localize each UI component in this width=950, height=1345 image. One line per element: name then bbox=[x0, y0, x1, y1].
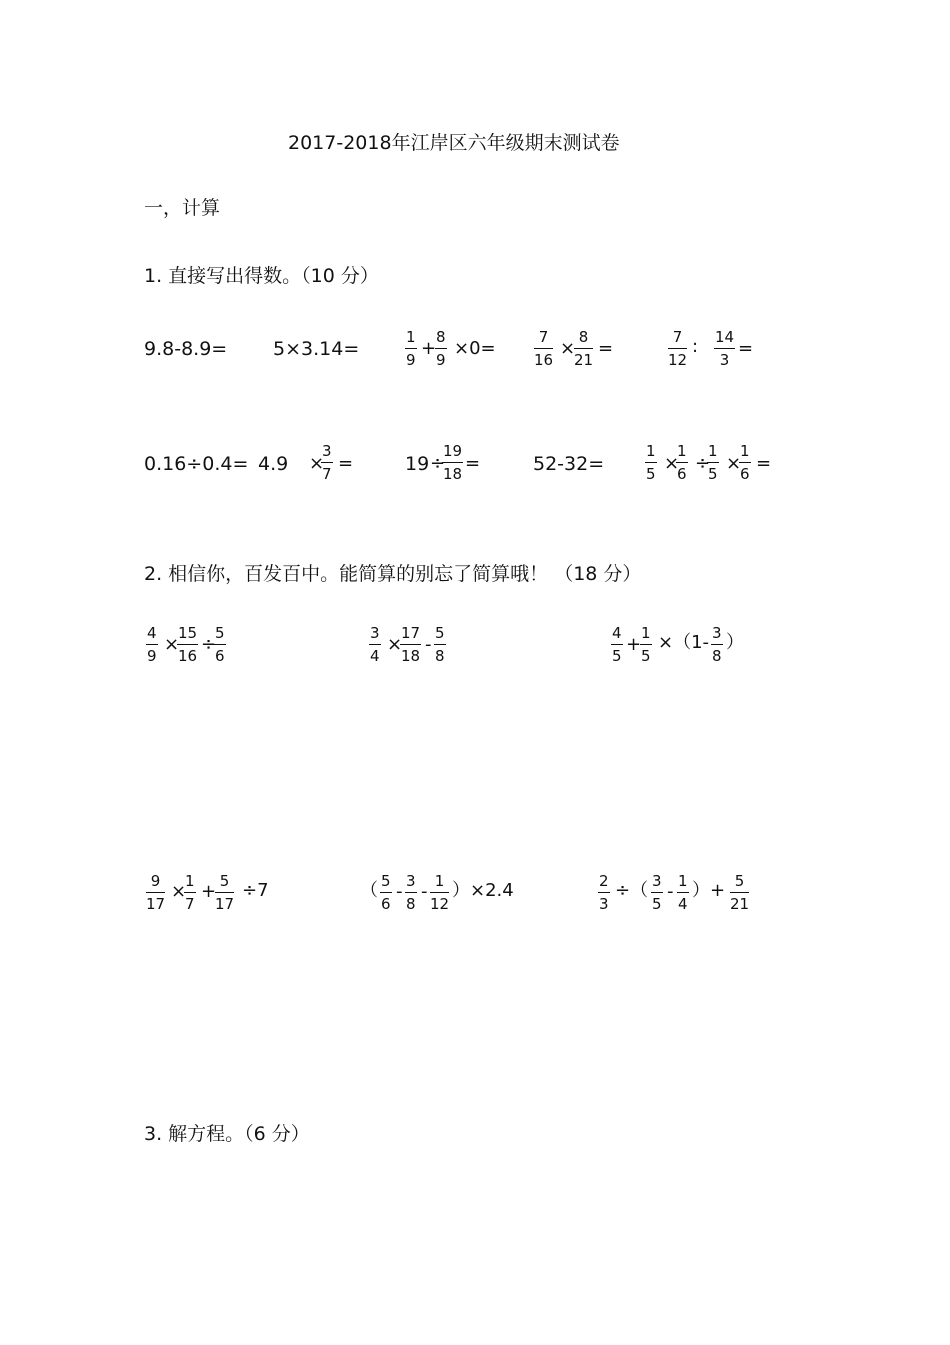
expr-tail: ）×2.4 bbox=[452, 880, 514, 901]
number: 19 bbox=[405, 453, 430, 475]
fraction: $\frac{1}{7}$ bbox=[185, 872, 195, 913]
fraction: $\frac{1}{5}$ bbox=[641, 624, 651, 665]
q1-expr-6: 0.16÷0.4= bbox=[144, 453, 249, 475]
q1-expr-2: 5×3.14= bbox=[273, 338, 360, 360]
operator: - bbox=[667, 881, 674, 902]
expr-tail: ×0= bbox=[454, 338, 496, 359]
expr-tail: = bbox=[738, 338, 754, 359]
fraction: $\frac{4}{9}$ bbox=[147, 624, 157, 665]
fraction: $\frac{7}{16}$ bbox=[534, 328, 554, 369]
expr-tail: ） bbox=[726, 632, 744, 653]
fraction: $\frac{3}{8}$ bbox=[406, 872, 416, 913]
operator: × bbox=[171, 881, 187, 902]
fraction: $\frac{5}{21}$ bbox=[730, 872, 750, 913]
fraction: $\frac{3}{5}$ bbox=[652, 872, 662, 913]
operator: - bbox=[396, 881, 403, 902]
operator: ÷ bbox=[430, 453, 446, 474]
fraction: $\frac{1}{5}$ bbox=[708, 442, 718, 483]
fraction: $\frac{1}{4}$ bbox=[678, 872, 688, 913]
fraction: $\frac{19}{18}$ bbox=[443, 442, 463, 483]
fraction: $\frac{3}{4}$ bbox=[370, 624, 380, 665]
fraction: $\frac{5}{6}$ bbox=[381, 872, 391, 913]
fraction: $\frac{8}{21}$ bbox=[574, 328, 594, 369]
operator: × bbox=[664, 453, 680, 474]
operator: × bbox=[726, 453, 742, 474]
fraction: $\frac{5}{6}$ bbox=[215, 624, 225, 665]
operator: ÷（ bbox=[615, 880, 649, 901]
operator: ÷ bbox=[695, 453, 711, 474]
expr-tail: = bbox=[338, 453, 354, 474]
fraction: $\frac{8}{9}$ bbox=[436, 328, 446, 369]
fraction: $\frac{4}{5}$ bbox=[612, 624, 622, 665]
operator: ）+ bbox=[692, 880, 726, 901]
expr-tail: = bbox=[756, 453, 772, 474]
operator: ×（1- bbox=[658, 632, 710, 653]
operator: : bbox=[692, 336, 699, 357]
fraction: $\frac{15}{16}$ bbox=[178, 624, 198, 665]
fraction: $\frac{5}{8}$ bbox=[435, 624, 445, 665]
q1-expr-9: 52-32= bbox=[533, 453, 605, 475]
question-1-heading: 1. 直接写出得数。（10 分） bbox=[144, 265, 379, 287]
operator: - bbox=[425, 634, 432, 655]
fraction: $\frac{5}{17}$ bbox=[215, 872, 235, 913]
question-3-heading: 3. 解方程。（6 分） bbox=[144, 1123, 310, 1145]
page-title: 2017-2018年江岸区六年级期末测试卷 bbox=[288, 132, 620, 154]
fraction: $\frac{3}{7}$ bbox=[322, 442, 332, 483]
operator: + bbox=[421, 338, 437, 359]
fraction: $\frac{17}{18}$ bbox=[401, 624, 421, 665]
fraction: $\frac{9}{17}$ bbox=[146, 872, 166, 913]
fraction: $\frac{14}{3}$ bbox=[715, 328, 735, 369]
fraction: $\frac{1}{12}$ bbox=[430, 872, 450, 913]
operator: （ bbox=[360, 880, 378, 901]
expr-tail: = bbox=[465, 453, 481, 474]
operator: × bbox=[387, 634, 403, 655]
expr-tail: = bbox=[598, 338, 614, 359]
fraction: $\frac{1}{6}$ bbox=[677, 442, 687, 483]
expr-tail: ÷7 bbox=[242, 880, 269, 901]
fraction: $\frac{3}{8}$ bbox=[712, 624, 722, 665]
operator: + bbox=[201, 881, 217, 902]
operator: × bbox=[309, 453, 325, 474]
operator: × bbox=[560, 338, 576, 359]
fraction: $\frac{7}{12}$ bbox=[668, 328, 688, 369]
fraction: $\frac{1}{9}$ bbox=[406, 328, 416, 369]
question-2-heading: 2. 相信你，百发百中。能简算的别忘了简算哦！ （18 分） bbox=[144, 563, 642, 585]
fraction: $\frac{1}{5}$ bbox=[646, 442, 656, 483]
operator: + bbox=[626, 634, 642, 655]
fraction: $\frac{2}{3}$ bbox=[599, 872, 609, 913]
operator: - bbox=[421, 881, 428, 902]
operator: ÷ bbox=[201, 634, 217, 655]
section-heading: 一，计算 bbox=[144, 197, 221, 219]
q1-expr-1: 9.8-8.9= bbox=[144, 338, 228, 360]
fraction: $\frac{1}{6}$ bbox=[740, 442, 750, 483]
number: 4.9 bbox=[258, 453, 289, 475]
operator: × bbox=[164, 634, 180, 655]
